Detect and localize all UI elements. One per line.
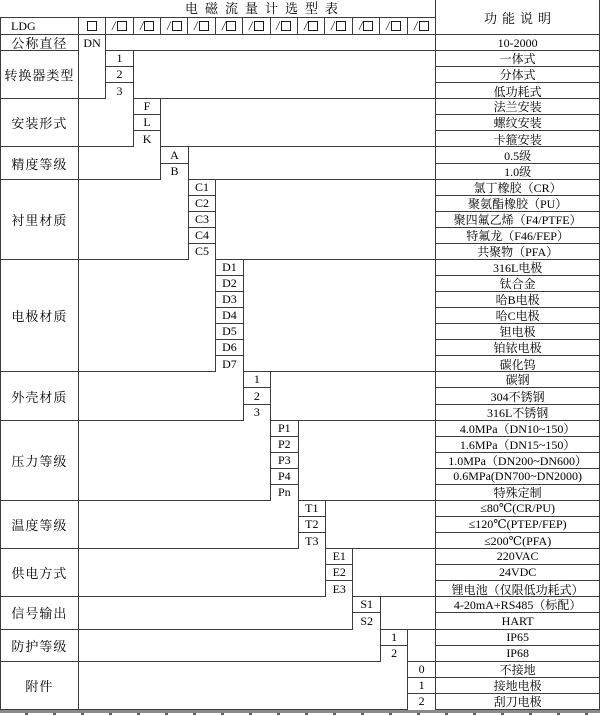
- code-cell-converter-type-1: 1: [105, 51, 133, 67]
- ldg-slot-6: [243, 18, 270, 34]
- code-cell-accessories-1: 0: [407, 662, 435, 678]
- code-stack-accessories: [407, 662, 435, 710]
- code-cell-electrode-material-2: D2: [215, 276, 243, 292]
- descs-accuracy-class: [435, 147, 600, 178]
- code-cell-lining-material-2: C2: [188, 196, 216, 212]
- code-cell-power-supply-2: E2: [325, 565, 353, 581]
- group-label-accuracy-class: 精度等级: [1, 147, 79, 178]
- desc-cell-signal-output-1: 4-20mA+RS485（标配）: [436, 597, 599, 613]
- desc-cell-lining-material-1: 氯丁橡胶（CR）: [436, 180, 599, 196]
- desc-cell-power-supply-2: 24VDC: [436, 565, 599, 581]
- table-title: 电磁流量计选型表: [0, 0, 435, 18]
- desc-cell-converter-type-2: 分体式: [436, 67, 599, 83]
- code-stack-protection-rating: [380, 630, 408, 662]
- ldg-slot-8: [298, 18, 325, 34]
- slash-mark: /: [385, 18, 391, 33]
- descs-electrode-material: [435, 260, 600, 371]
- desc-cell-accessories-1: 不接地: [436, 662, 599, 678]
- code-stack-lining-material: [188, 180, 216, 260]
- ldg-slot-1: [106, 18, 133, 34]
- code-cell-pressure-rating-5: Pn: [270, 485, 298, 501]
- group-label-signal-output: 信号输出: [1, 597, 79, 628]
- code-cell-electrode-material-3: D3: [215, 292, 243, 308]
- desc-cell-electrode-material-7: 碳化钨: [499, 357, 536, 372]
- code-cell-lining-material-5: C5: [188, 244, 216, 260]
- desc-cell-pressure-rating-3: 1.0MPa（DN200~DN600）: [436, 453, 599, 469]
- code-area-power-supply: [79, 549, 435, 596]
- code-area-housing-material: [79, 372, 435, 419]
- desc-cell-power-supply-3: 锂电池（仅限低功耗式）: [451, 582, 584, 597]
- code-cell-installation-type-1: F: [133, 99, 161, 115]
- code-cell-lining-material-1: C1: [188, 180, 216, 196]
- slash-mark: /: [165, 18, 172, 33]
- group-label-protection-rating: 防护等级: [1, 630, 79, 661]
- code-stack-converter-type: [105, 51, 133, 99]
- checkbox-slot-icon: [336, 21, 346, 31]
- desc-cell-lining-material-4: 特氟龙（F46/FEP）: [436, 228, 599, 244]
- slash-mark: /: [412, 18, 419, 33]
- code-cell-installation-type-2: L: [133, 115, 161, 131]
- group-accuracy-class: [0, 147, 600, 179]
- checkbox-slot-icon: [363, 21, 373, 31]
- desc-cell-accessories-2: 接地电极: [436, 678, 599, 694]
- group-label-pressure-rating: 压力等级: [1, 421, 79, 500]
- slash-mark: /: [220, 18, 227, 33]
- desc-cell-electrode-material-3: 哈B电极: [436, 292, 599, 308]
- group-lining-material: [0, 180, 600, 260]
- slash-mark: /: [111, 18, 117, 33]
- code-cell-electrode-material-4: D4: [215, 308, 243, 324]
- code-cell-signal-output-2: S2: [352, 613, 380, 629]
- checkbox-slot-icon: [226, 21, 236, 31]
- code-cell-housing-material-3: 3: [243, 405, 271, 421]
- ldg-slot-10: [353, 18, 380, 34]
- desc-cell-pressure-rating-1: 4.0MPa（DN10~150）: [436, 421, 599, 437]
- ldg-slot-12: [408, 18, 435, 34]
- desc-cell-protection-rating-2: IP68: [506, 646, 529, 661]
- group-power-supply: [0, 549, 600, 597]
- ldg-slot-3: [161, 18, 188, 34]
- checkbox-slot-icon: [172, 21, 182, 31]
- code-cell-electrode-material-7: D7: [215, 356, 243, 372]
- descs-temperature-rating: [435, 501, 600, 548]
- code-cell-accuracy-class-1: A: [160, 147, 188, 163]
- desc-cell-temperature-rating-1: ≤80℃(CR/PU): [436, 501, 599, 517]
- code-cell-temperature-rating-3: T3: [298, 533, 326, 549]
- desc-cell-nominal-diameter-1: 10-2000: [497, 35, 538, 50]
- desc-cell-temperature-rating-2: ≤120℃(PTEP/FEP): [436, 517, 599, 533]
- code-cell-pressure-rating-3: P3: [270, 453, 298, 469]
- group-label-lining-material: 衬里材质: [1, 180, 79, 259]
- group-installation-type: [0, 99, 600, 147]
- descs-nominal-diameter: [435, 35, 600, 50]
- code-cell-converter-type-2: 2: [105, 67, 133, 83]
- ldg-slot-7: [271, 18, 298, 34]
- code-stack-electrode-material: [215, 260, 243, 372]
- group-protection-rating: [0, 630, 600, 662]
- code-area-signal-output: [79, 597, 435, 628]
- checkbox-slot-icon: [391, 21, 401, 31]
- code-stack-accuracy-class: [160, 147, 188, 179]
- desc-cell-accessories-3: 刮刀电极: [493, 695, 542, 710]
- desc-cell-installation-type-2: 螺纹安装: [436, 115, 599, 131]
- code-area-nominal-diameter: [79, 35, 435, 50]
- slash-mark: /: [302, 18, 309, 33]
- desc-cell-pressure-rating-5: 特殊定制: [493, 486, 542, 501]
- slash-mark: /: [330, 18, 336, 33]
- checkbox-slot-icon: [144, 21, 154, 31]
- group-converter-type: [0, 51, 600, 99]
- desc-cell-protection-rating-1: IP65: [436, 630, 599, 646]
- code-stack-installation-type: [133, 99, 161, 147]
- ldg-label: LDG: [1, 18, 79, 34]
- desc-cell-lining-material-3: 聚四氟乙烯（F4/PTFE）: [436, 212, 599, 228]
- code-stack-power-supply: [325, 549, 353, 597]
- grid-band: [0, 710, 600, 713]
- code-cell-electrode-material-6: D6: [215, 340, 243, 356]
- ldg-slot-5: [216, 18, 243, 34]
- code-cell-protection-rating-2: 2: [380, 646, 408, 662]
- checkbox-slot-icon: [281, 21, 291, 31]
- checkbox-slot-icon: [87, 21, 97, 31]
- checkbox-slot-icon: [117, 21, 127, 31]
- desc-cell-electrode-material-6: 铂铱电极: [436, 340, 599, 356]
- code-cell-power-supply-1: E1: [325, 549, 353, 565]
- slash-mark: /: [275, 18, 282, 33]
- ldg-slot-4: [188, 18, 215, 34]
- desc-cell-installation-type-3: 卡箍安装: [493, 132, 542, 147]
- descs-signal-output: [435, 597, 600, 628]
- ldg-first-slot: [79, 18, 106, 34]
- code-cell-housing-material-2: 2: [243, 388, 271, 404]
- ldg-slot-9: [325, 18, 352, 34]
- desc-cell-accuracy-class-2: 1.0级: [504, 165, 532, 180]
- group-label-electrode-material: 电极材质: [1, 260, 79, 371]
- desc-cell-converter-type-1: 一体式: [436, 51, 599, 67]
- code-cell-lining-material-3: C3: [188, 212, 216, 228]
- group-label-temperature-rating: 温度等级: [1, 501, 79, 548]
- descs-pressure-rating: [435, 421, 600, 500]
- desc-cell-electrode-material-2: 钛合金: [436, 276, 599, 292]
- group-label-accessories: 附件: [1, 662, 79, 709]
- code-area-lining-material: [79, 180, 435, 259]
- checkbox-slot-icon: [254, 21, 264, 31]
- code-cell-accessories-3: 2: [407, 694, 435, 710]
- code-area-accuracy-class: [79, 147, 435, 178]
- code-stack-nominal-diameter: [78, 35, 106, 51]
- group-accessories: [0, 662, 600, 710]
- code-cell-protection-rating-1: 1: [380, 630, 408, 646]
- code-cell-power-supply-3: E3: [325, 581, 353, 597]
- group-label-housing-material: 外壳材质: [1, 372, 79, 419]
- code-cell-pressure-rating-1: P1: [270, 421, 298, 437]
- desc-cell-signal-output-2: HART: [501, 613, 534, 628]
- code-area-converter-type: [79, 51, 435, 98]
- slash-mark: /: [248, 18, 254, 33]
- code-cell-pressure-rating-2: P2: [270, 437, 298, 453]
- group-nominal-diameter: [0, 35, 600, 51]
- ldg-slot-2: [134, 18, 161, 34]
- code-cell-accuracy-class-2: B: [160, 164, 188, 180]
- descs-protection-rating: [435, 630, 600, 661]
- code-cell-installation-type-3: K: [133, 131, 161, 147]
- code-stack-pressure-rating: [270, 421, 298, 501]
- desc-cell-converter-type-3: 低功耗式: [493, 84, 542, 99]
- desc-cell-housing-material-3: 316L不锈钢: [486, 406, 549, 421]
- bottom-grid-strip: [0, 710, 600, 716]
- slash-mark: /: [193, 18, 200, 33]
- code-cell-signal-output-1: S1: [352, 597, 380, 613]
- header-left: [0, 0, 435, 35]
- code-area-installation-type: [79, 99, 435, 146]
- code-cell-lining-material-4: C4: [188, 228, 216, 244]
- group-label-installation-type: 安装形式: [1, 99, 79, 146]
- function-description-header: 功能说明: [435, 0, 600, 35]
- group-label-converter-type: 转换器类型: [1, 51, 79, 98]
- code-stack-housing-material: [243, 372, 271, 420]
- table-header-area: [0, 0, 600, 35]
- desc-cell-power-supply-1: 220VAC: [436, 549, 599, 565]
- code-cell-temperature-rating-1: T1: [298, 501, 326, 517]
- desc-cell-pressure-rating-4: 0.6MPa(DN700~DN2000): [436, 469, 599, 485]
- group-housing-material: [0, 372, 600, 420]
- code-area-electrode-material: [79, 260, 435, 371]
- code-area-protection-rating: [79, 630, 435, 661]
- slash-mark: /: [357, 18, 364, 33]
- group-label-power-supply: 供电方式: [1, 549, 79, 596]
- desc-cell-electrode-material-4: 哈C电极: [436, 308, 599, 324]
- desc-cell-installation-type-1: 法兰安装: [436, 99, 599, 115]
- code-stack-signal-output: [352, 597, 380, 629]
- descs-housing-material: [435, 372, 600, 419]
- code-area-pressure-rating: [79, 421, 435, 500]
- code-cell-accessories-2: 1: [407, 678, 435, 694]
- descs-lining-material: [435, 180, 600, 259]
- checkbox-slot-icon: [308, 21, 318, 31]
- descs-installation-type: [435, 99, 600, 146]
- slash-mark: /: [138, 18, 145, 33]
- code-cell-converter-type-3: 3: [105, 83, 133, 99]
- code-cell-temperature-rating-2: T2: [298, 517, 326, 533]
- descs-converter-type: [435, 51, 600, 98]
- code-cell-electrode-material-5: D5: [215, 324, 243, 340]
- group-temperature-rating: [0, 501, 600, 549]
- desc-cell-accuracy-class-1: 0.5级: [436, 147, 599, 163]
- code-cell-electrode-material-1: D1: [215, 260, 243, 276]
- desc-cell-electrode-material-1: 316L电极: [436, 260, 599, 276]
- code-cell-pressure-rating-4: P4: [270, 469, 298, 485]
- ldg-slot-11: [380, 18, 407, 34]
- desc-cell-lining-material-5: 共聚物（PFA）: [477, 245, 559, 260]
- code-cell-nominal-diameter-1: DN: [78, 35, 106, 51]
- desc-cell-housing-material-2: 304不锈钢: [436, 388, 599, 404]
- code-cell-housing-material-1: 1: [243, 372, 271, 388]
- group-electrode-material: [0, 260, 600, 372]
- code-area-temperature-rating: [79, 501, 435, 548]
- desc-cell-temperature-rating-3: ≤200℃(PFA): [484, 533, 552, 548]
- checkbox-slot-icon: [199, 21, 209, 31]
- code-area-accessories: [79, 662, 435, 709]
- desc-cell-pressure-rating-2: 1.6MPa（DN15~150）: [436, 437, 599, 453]
- desc-cell-housing-material-1: 碳钢: [436, 372, 599, 388]
- code-stack-temperature-rating: [298, 501, 326, 549]
- group-signal-output: [0, 597, 600, 629]
- desc-cell-lining-material-2: 聚氨酯橡胶（PU）: [436, 196, 599, 212]
- selection-groups: [0, 35, 600, 710]
- group-pressure-rating: [0, 421, 600, 501]
- descs-accessories: [435, 662, 600, 709]
- descs-power-supply: [435, 549, 600, 596]
- group-label-nominal-diameter: 公称直径: [1, 35, 79, 50]
- desc-cell-electrode-material-5: 钽电极: [436, 324, 599, 340]
- checkbox-slot-icon: [419, 21, 429, 31]
